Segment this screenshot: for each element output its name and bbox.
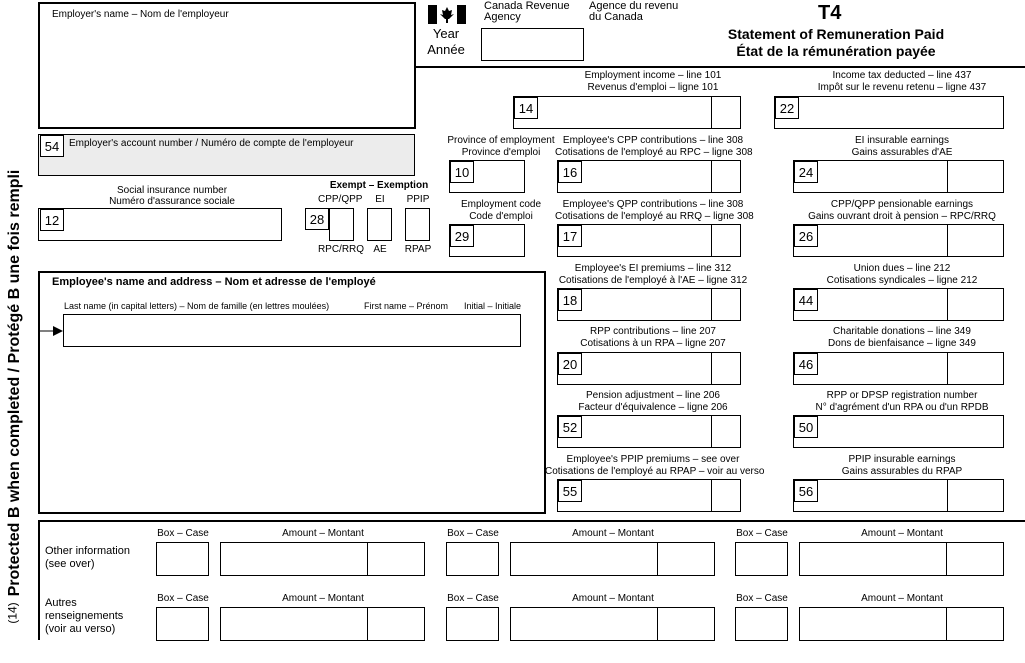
box-number-29: 29 [450,225,474,247]
box-number-55: 55 [558,480,582,502]
other-info-label-en: Other information (see over) [45,545,130,570]
other-box-code-field[interactable] [735,607,788,641]
other-amount-cents[interactable] [657,542,715,576]
other-box-code-field[interactable] [446,607,499,641]
box-20-label-fr: Cotisations à un RPA – ligne 207 [580,338,726,349]
sin-label-en: Social insurance number [116,185,228,196]
box-20-cents[interactable] [711,352,741,385]
box-18-cents[interactable] [711,288,741,321]
other-box-code-field[interactable] [156,542,209,576]
box-17-label-fr: Cotisations de l'employé au RRQ – ligne 308 [555,211,754,222]
other-amount-field[interactable] [510,607,658,641]
box-44-label-en: Union dues – line 212 [853,263,951,274]
sin-label-fr: Numéro d'assurance sociale [109,196,235,207]
box-case-label: Box – Case [157,593,209,604]
form-code: T4 [818,2,842,24]
other-box-code-field[interactable] [156,607,209,641]
box-14-label-en: Employment income – line 101 [584,70,722,81]
employer-name-box[interactable] [38,2,416,129]
province-label-en: Province of employment [447,135,555,146]
agency-en: Canada Revenue Agency [484,0,570,23]
protected-label: Protected B when completed / Protégé B une fois rempli [6,169,23,597]
other-amount-field[interactable] [799,542,947,576]
employee-name-field[interactable] [63,314,521,347]
sin-field[interactable] [38,208,282,241]
exempt-cpp-checkbox[interactable] [329,208,354,241]
box-number-52: 52 [558,416,582,438]
other-amount-cents[interactable] [657,607,715,641]
other-info-label-fr: Autres renseignements [45,597,124,622]
page-code: (14) [5,602,20,624]
canada-flag-icon [428,5,466,24]
exempt-cpp-label: CPP/QPP [318,194,363,205]
box-52-cents[interactable] [711,415,741,448]
employee-title: Employee's name and address – Nom et adresse de l'employé [52,276,376,288]
box-number-18: 18 [558,289,582,311]
other-amount-cents[interactable] [367,607,425,641]
amount-label: Amount – Montant [861,593,943,604]
year-label [425,26,467,58]
box-number-16: 16 [558,161,582,183]
first-name-label: First name – Prénom [364,301,449,311]
exempt-ppip-checkbox[interactable] [405,208,430,241]
amount-label: Amount – Montant [572,593,654,604]
box-50-label-fr: N° d'agrément d'un RPA ou d'un RPDB [815,402,989,413]
box-24-label-en: EI insurable earnings [855,135,949,146]
box-number-54: 54 [40,135,64,157]
box-26-cents[interactable] [947,224,1004,257]
box-number-12: 12 [40,209,64,231]
emp-code-label-en: Employment code [460,199,542,210]
amount-label: Amount – Montant [572,528,654,539]
arrow-right-icon [40,324,64,342]
other-info-label-fr-3: (voir au verso) [45,623,116,635]
box-number-26: 26 [794,225,818,247]
box-56-cents[interactable] [947,479,1004,512]
box-number-50: 50 [794,416,818,438]
box-number-17: 17 [558,225,582,247]
box-number-46: 46 [794,353,818,375]
year-fr: Année [427,42,465,57]
protected-side-text [6,103,28,663]
year-en: Year [432,26,460,41]
box-16-cents[interactable] [711,160,741,193]
box-number-14: 14 [514,97,538,119]
box-44-label-fr: Cotisations syndicales – ligne 212 [826,275,978,286]
other-box-code-field[interactable] [735,542,788,576]
other-amount-cents[interactable] [946,542,1004,576]
initial-label: Initial – Initiale [464,301,522,311]
box-44-cents[interactable] [947,288,1004,321]
box-14-cents[interactable] [711,96,741,129]
box-55-label-fr: Cotisations de l'employé au RPAP – voir au verso [545,466,765,477]
last-name-label: Last name (in capital letters) – Nom de famille (en lettres moulées) [64,301,330,311]
box-case-label: Box – Case [447,593,499,604]
exempt-ae-label: AE [373,244,387,255]
form-title-en: Statement of Remuneration Paid [727,26,945,42]
box-24-label-fr: Gains assurables d'AE [851,147,953,158]
other-box-code-field[interactable] [446,542,499,576]
box-case-label: Box – Case [736,593,788,604]
box-50-field[interactable] [793,415,1004,448]
box-52-label-fr: Facteur d'équivalence – ligne 206 [578,402,728,413]
box-17-cents[interactable] [711,224,741,257]
employer-name-label: Employer's name – Nom de l'employeur [52,9,229,20]
box-26-label-en: CPP/QPP pensionable earnings [830,199,974,210]
box-55-cents[interactable] [711,479,741,512]
box-number-20: 20 [558,353,582,375]
other-amount-field[interactable] [799,607,947,641]
other-amount-cents[interactable] [367,542,425,576]
box-56-label-en: PPIP insurable earnings [848,454,956,465]
box-14-field[interactable] [513,96,712,129]
box-16-label-en: Employee's CPP contributions – line 308 [562,135,744,146]
box-number-24: 24 [794,161,818,183]
box-22-field[interactable] [774,96,1004,129]
box-case-label: Box – Case [736,528,788,539]
box-18-label-fr: Cotisations de l'employé à l'AE – ligne 312 [558,275,748,286]
box-24-cents[interactable] [947,160,1004,193]
employee-address-box [38,271,546,514]
box-number-22: 22 [775,97,799,119]
other-amount-field[interactable] [220,607,368,641]
exempt-ei-label: EI [375,194,385,205]
employer-account-label: Employer's account number / Numéro de compte de l'employeur [69,138,354,149]
exempt-title: Exempt – Exemption [329,180,429,191]
form-title-fr: État de la rémunération payée [736,43,936,59]
box-case-label: Box – Case [157,528,209,539]
exempt-ei-checkbox[interactable] [367,208,392,241]
box-55-label-en: Employee's PPIP premiums – see over [566,454,740,465]
box-18-label-en: Employee's EI premiums – line 312 [574,263,732,274]
box-number-44: 44 [794,289,818,311]
box-46-cents[interactable] [947,352,1004,385]
amount-label: Amount – Montant [282,528,364,539]
other-amount-field[interactable] [510,542,658,576]
amount-label: Amount – Montant [861,528,943,539]
box-46-label-en: Charitable donations – line 349 [833,326,971,337]
box-26-label-fr: Gains ouvrant droit à pension – RPC/RRQ [808,211,996,222]
header-divider [416,66,1025,68]
exempt-ppip-label: PPIP [406,194,430,205]
box-number-28: 28 [305,208,329,230]
box-50-label-en: RPP or DPSP registration number [826,390,978,401]
amount-label: Amount – Montant [282,593,364,604]
box-17-label-en: Employee's QPP contributions – line 308 [562,199,744,210]
other-amount-field[interactable] [220,542,368,576]
box-22-label-en: Income tax deducted – line 437 [832,70,972,81]
box-number-10: 10 [450,161,474,183]
box-20-label-en: RPP contributions – line 207 [589,326,716,337]
province-label-fr: Province d'emploi [461,147,541,158]
box-number-56: 56 [794,480,818,502]
box-46-label-fr: Dons de bienfaisance – ligne 349 [828,338,976,349]
employer-account-field[interactable] [38,134,415,176]
box-22-label-fr: Impôt sur le revenu retenu – ligne 437 [817,82,987,93]
other-amount-cents[interactable] [946,607,1004,641]
box-16-label-fr: Cotisations de l'employé au RPC – ligne 308 [555,147,753,158]
year-field[interactable] [481,28,584,61]
exempt-rpap-label: RPAP [404,244,432,255]
box-56-label-fr: Gains assurables du RPAP [841,466,963,477]
emp-code-label-fr: Code d'emploi [469,211,533,222]
box-14-label-fr: Revenus d'emploi – ligne 101 [587,82,719,93]
box-case-label: Box – Case [447,528,499,539]
exempt-rpc-label: RPC/RRQ [317,244,365,255]
agency-fr: Agence du revenu du Canada [589,0,679,23]
box-52-label-en: Pension adjustment – line 206 [586,390,720,401]
